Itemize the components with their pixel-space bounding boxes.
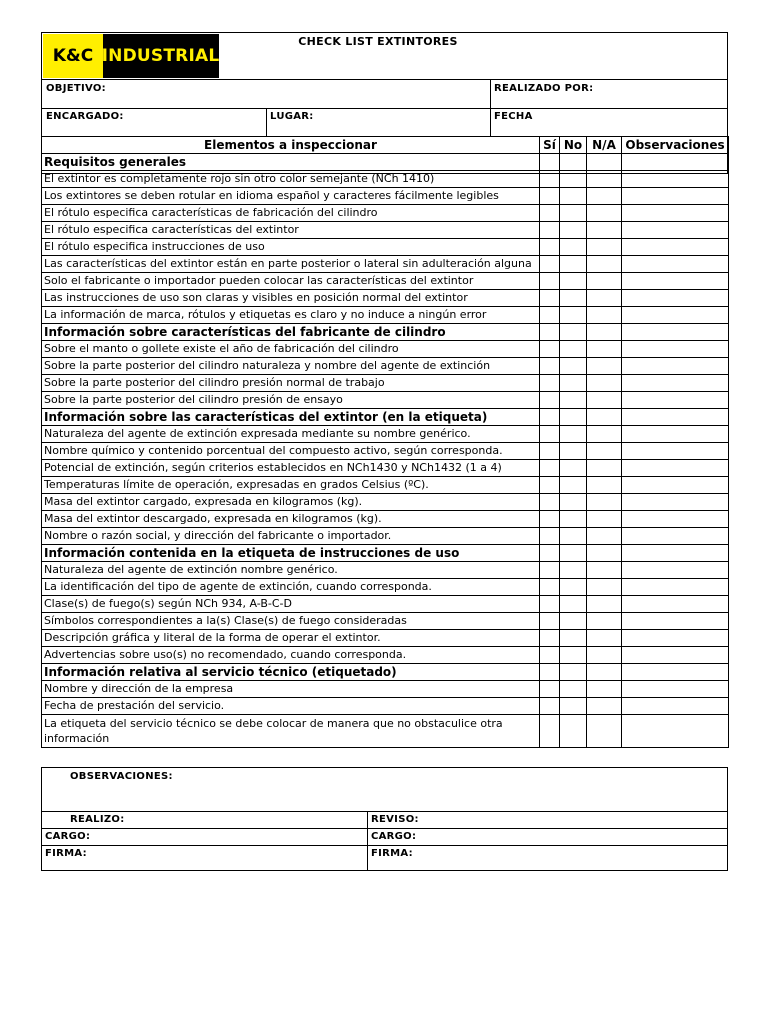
- inspection-item: Sobre la parte posterior del cilindro naturaleza y nombre del agente de extinción: [42, 358, 540, 375]
- na-cell[interactable]: [587, 358, 622, 375]
- observaciones-cell[interactable]: [622, 154, 729, 171]
- si-cell[interactable]: [540, 171, 560, 188]
- divider: [266, 108, 267, 137]
- divider: [42, 828, 727, 829]
- si-cell[interactable]: [540, 528, 560, 545]
- si-cell[interactable]: [540, 256, 560, 273]
- realizado-por-field[interactable]: REALIZADO POR:: [494, 83, 594, 94]
- na-cell[interactable]: [587, 171, 622, 188]
- si-cell[interactable]: [540, 562, 560, 579]
- no-cell[interactable]: [560, 222, 587, 239]
- na-cell[interactable]: [587, 307, 622, 324]
- si-cell[interactable]: [540, 290, 560, 307]
- section-heading: Requisitos generales: [42, 154, 540, 171]
- section-row: [42, 545, 729, 562]
- si-cell[interactable]: [540, 630, 560, 647]
- inspection-item: La identificación del tipo de agente de extinción, cuando corresponda.: [42, 579, 540, 596]
- inspection-item: Los extintores se deben rotular en idioma español y caracteres fácilmente legibles: [42, 188, 540, 205]
- no-cell[interactable]: [560, 256, 587, 273]
- inspection-item: Sobre el manto o gollete existe el año de fabricación del cilindro: [42, 341, 540, 358]
- table-row: [42, 681, 729, 698]
- table-row: [42, 222, 729, 239]
- lugar-field[interactable]: LUGAR:: [270, 111, 314, 122]
- na-cell[interactable]: [587, 188, 622, 205]
- objetivo-field[interactable]: OBJETIVO:: [46, 83, 106, 94]
- inspection-item: Solo el fabricante o importador pueden colocar las características del extintor: [42, 273, 540, 290]
- observaciones-cell[interactable]: [622, 460, 729, 477]
- observaciones-cell[interactable]: [622, 358, 729, 375]
- si-cell[interactable]: [540, 307, 560, 324]
- section-heading: Información sobre las características del extintor (en la etiqueta): [42, 409, 540, 426]
- table-row: [42, 375, 729, 392]
- no-cell[interactable]: [560, 460, 587, 477]
- table-row: [42, 477, 729, 494]
- table-header-row: [42, 137, 729, 154]
- inspection-item: Potencial de extinción, según criterios establecidos en NCh1430 y NCh1432 (1 a 4): [42, 460, 540, 477]
- divider: [42, 108, 727, 109]
- na-cell[interactable]: [587, 375, 622, 392]
- observaciones-cell[interactable]: [622, 375, 729, 392]
- si-cell[interactable]: [540, 613, 560, 630]
- inspection-item: Masa del extintor cargado, expresada en kilogramos (kg).: [42, 494, 540, 511]
- table-row: [42, 613, 729, 630]
- no-cell[interactable]: [560, 290, 587, 307]
- si-cell[interactable]: [540, 239, 560, 256]
- inspection-item: El rótulo especifica instrucciones de uso: [42, 239, 540, 256]
- observaciones-cell[interactable]: [622, 596, 729, 613]
- observaciones-cell[interactable]: [622, 511, 729, 528]
- section-row: [42, 664, 729, 681]
- signature-block: [41, 767, 728, 871]
- observaciones-cell[interactable]: [622, 647, 729, 664]
- firma-left-label[interactable]: FIRMA:: [45, 848, 87, 859]
- na-cell[interactable]: [587, 664, 622, 681]
- inspection-item: Temperaturas límite de operación, expresadas en grados Celsius (ºC).: [42, 477, 540, 494]
- na-cell[interactable]: [587, 205, 622, 222]
- inspection-item: Nombre o razón social, y dirección del fabricante o importador.: [42, 528, 540, 545]
- table-row: [42, 341, 729, 358]
- si-cell[interactable]: [540, 358, 560, 375]
- inspection-item: Las características del extintor están en parte posterior o lateral sin adulteración alguna: [42, 256, 540, 273]
- observaciones-cell[interactable]: [622, 188, 729, 205]
- na-cell[interactable]: [587, 290, 622, 307]
- na-cell[interactable]: [587, 256, 622, 273]
- si-cell[interactable]: [540, 647, 560, 664]
- table-row: [42, 494, 729, 511]
- table-row: [42, 239, 729, 256]
- section-heading: Información sobre características del fabricante de cilindro: [42, 324, 540, 341]
- table-row: [42, 579, 729, 596]
- observaciones-cell[interactable]: [622, 562, 729, 579]
- encargado-field[interactable]: ENCARGADO:: [46, 111, 124, 122]
- na-cell[interactable]: [587, 562, 622, 579]
- si-cell[interactable]: [540, 205, 560, 222]
- header-observaciones: Observaciones: [622, 137, 729, 154]
- inspection-table: [41, 136, 729, 748]
- inspection-item: Descripción gráfica y literal de la forma de operar el extintor.: [42, 630, 540, 647]
- no-cell[interactable]: [560, 341, 587, 358]
- table-row: [42, 392, 729, 409]
- no-cell[interactable]: [560, 358, 587, 375]
- inspection-item: El extintor es completamente rojo sin otro color semejante (NCh 1410): [42, 171, 540, 188]
- no-cell[interactable]: [560, 698, 587, 715]
- observaciones-cell[interactable]: [622, 205, 729, 222]
- observaciones-cell[interactable]: [622, 613, 729, 630]
- table-row: [42, 443, 729, 460]
- fecha-field[interactable]: FECHA: [494, 111, 533, 122]
- observaciones-cell[interactable]: [622, 256, 729, 273]
- document-title: CHECK LIST EXTINTORES: [298, 35, 458, 48]
- si-cell[interactable]: [540, 409, 560, 426]
- table-row: [42, 426, 729, 443]
- observaciones-cell[interactable]: [622, 579, 729, 596]
- na-cell[interactable]: [587, 341, 622, 358]
- inspection-item: Clase(s) de fuego(s) según NCh 934, A-B-C-D: [42, 596, 540, 613]
- observaciones-cell[interactable]: [622, 545, 729, 562]
- no-cell[interactable]: [560, 409, 587, 426]
- no-cell[interactable]: [560, 392, 587, 409]
- inspection-item: Símbolos correspondientes a la(s) Clase(s) de fuego consideradas: [42, 613, 540, 630]
- table-row: [42, 256, 729, 273]
- na-cell[interactable]: [587, 239, 622, 256]
- no-cell[interactable]: [560, 715, 587, 748]
- na-cell[interactable]: [587, 715, 622, 748]
- firma-right-label[interactable]: FIRMA:: [371, 848, 413, 859]
- observaciones-cell[interactable]: [622, 222, 729, 239]
- inspection-item: Masa del extintor descargado, expresada en kilogramos (kg).: [42, 511, 540, 528]
- observaciones-cell[interactable]: [622, 324, 729, 341]
- no-cell[interactable]: [560, 528, 587, 545]
- observaciones-cell[interactable]: [622, 171, 729, 188]
- no-cell[interactable]: [560, 375, 587, 392]
- na-cell[interactable]: [587, 494, 622, 511]
- no-cell[interactable]: [560, 443, 587, 460]
- no-cell[interactable]: [560, 681, 587, 698]
- si-cell[interactable]: [540, 375, 560, 392]
- table-row: [42, 562, 729, 579]
- divider: [367, 811, 368, 871]
- si-cell[interactable]: [540, 545, 560, 562]
- no-cell[interactable]: [560, 273, 587, 290]
- inspection-item: La información de marca, rótulos y etiquetas es claro y no induce a ningún error: [42, 307, 540, 324]
- observaciones-cell[interactable]: [622, 494, 729, 511]
- divider: [490, 79, 491, 137]
- reviso-label[interactable]: REVISO:: [371, 814, 419, 825]
- table-row: [42, 596, 729, 613]
- table-row: [42, 715, 729, 748]
- si-cell[interactable]: [540, 715, 560, 748]
- na-cell[interactable]: [587, 698, 622, 715]
- observaciones-cell[interactable]: [622, 664, 729, 681]
- observaciones-cell[interactable]: [622, 426, 729, 443]
- si-cell[interactable]: [540, 324, 560, 341]
- header-elementos: Elementos a inspeccionar: [42, 137, 540, 154]
- no-cell[interactable]: [560, 545, 587, 562]
- no-cell[interactable]: [560, 511, 587, 528]
- section-heading: Información contenida en la etiqueta de instrucciones de uso: [42, 545, 540, 562]
- si-cell[interactable]: [540, 341, 560, 358]
- si-cell[interactable]: [540, 460, 560, 477]
- inspection-item: Nombre químico y contenido porcentual del compuesto activo, según corresponda.: [42, 443, 540, 460]
- inspection-item: Fecha de prestación del servicio.: [42, 698, 540, 715]
- inspection-item: Sobre la parte posterior del cilindro presión de ensayo: [42, 392, 540, 409]
- observaciones-cell[interactable]: [622, 273, 729, 290]
- no-cell[interactable]: [560, 426, 587, 443]
- table-row: [42, 511, 729, 528]
- table-row: [42, 647, 729, 664]
- logo-industrial: INDUSTRIAL: [103, 34, 218, 78]
- si-cell[interactable]: [540, 477, 560, 494]
- table-row: [42, 528, 729, 545]
- table-row: [42, 358, 729, 375]
- cargo-left-label[interactable]: CARGO:: [45, 831, 91, 842]
- table-row: [42, 205, 729, 222]
- observaciones-cell[interactable]: [622, 528, 729, 545]
- inspection-item: Advertencias sobre uso(s) no recomendado, cuando corresponda.: [42, 647, 540, 664]
- no-cell[interactable]: [560, 494, 587, 511]
- na-cell[interactable]: [587, 613, 622, 630]
- observaciones-cell[interactable]: [622, 341, 729, 358]
- divider: [42, 811, 727, 812]
- na-cell[interactable]: [587, 511, 622, 528]
- observaciones-label: OBSERVACIONES:: [70, 771, 173, 782]
- observaciones-cell[interactable]: [622, 681, 729, 698]
- section-heading: Información relativa al servicio técnico (etiquetado): [42, 664, 540, 681]
- si-cell[interactable]: [540, 681, 560, 698]
- section-row: [42, 409, 729, 426]
- observaciones-cell[interactable]: [622, 392, 729, 409]
- no-cell[interactable]: [560, 647, 587, 664]
- si-cell[interactable]: [540, 511, 560, 528]
- na-cell[interactable]: [587, 545, 622, 562]
- observaciones-cell[interactable]: [622, 290, 729, 307]
- na-cell[interactable]: [587, 154, 622, 171]
- si-cell[interactable]: [540, 596, 560, 613]
- observaciones-cell[interactable]: [622, 630, 729, 647]
- inspection-item: El rótulo especifica características del extintor: [42, 222, 540, 239]
- no-cell[interactable]: [560, 562, 587, 579]
- no-cell[interactable]: [560, 579, 587, 596]
- na-cell[interactable]: [587, 426, 622, 443]
- inspection-item: Naturaleza del agente de extinción nombre genérico.: [42, 562, 540, 579]
- no-cell[interactable]: [560, 613, 587, 630]
- na-cell[interactable]: [587, 409, 622, 426]
- table-row: [42, 307, 729, 324]
- inspection-item: El rótulo especifica características de fabricación del cilindro: [42, 205, 540, 222]
- si-cell[interactable]: [540, 188, 560, 205]
- observaciones-cell[interactable]: [622, 698, 729, 715]
- na-cell[interactable]: [587, 647, 622, 664]
- table-row: [42, 698, 729, 715]
- na-cell[interactable]: [587, 443, 622, 460]
- si-cell[interactable]: [540, 698, 560, 715]
- observaciones-cell[interactable]: [622, 307, 729, 324]
- inspection-item: La etiqueta del servicio técnico se debe colocar de manera que no obstaculice otra información: [42, 715, 540, 748]
- na-cell[interactable]: [587, 460, 622, 477]
- inspection-item: Naturaleza del agente de extinción expresada mediante su nombre genérico.: [42, 426, 540, 443]
- table-row: [42, 290, 729, 307]
- na-cell[interactable]: [587, 528, 622, 545]
- header-no: No: [560, 137, 587, 154]
- no-cell[interactable]: [560, 307, 587, 324]
- no-cell[interactable]: [560, 239, 587, 256]
- table-row: [42, 188, 729, 205]
- header-si: Sí: [540, 137, 560, 154]
- no-cell[interactable]: [560, 205, 587, 222]
- inspection-item: Sobre la parte posterior del cilindro presión normal de trabajo: [42, 375, 540, 392]
- table-row: [42, 460, 729, 477]
- na-cell[interactable]: [587, 222, 622, 239]
- si-cell[interactable]: [540, 392, 560, 409]
- si-cell[interactable]: [540, 494, 560, 511]
- inspection-item: Las instrucciones de uso son claras y visibles en posición normal del extintor: [42, 290, 540, 307]
- na-cell[interactable]: [587, 477, 622, 494]
- no-cell[interactable]: [560, 630, 587, 647]
- header-na: N/A: [587, 137, 622, 154]
- no-cell[interactable]: [560, 477, 587, 494]
- si-cell[interactable]: [540, 664, 560, 681]
- section-row: [42, 324, 729, 341]
- divider: [42, 79, 727, 80]
- company-logo: [43, 34, 219, 78]
- inspection-item: Nombre y dirección de la empresa: [42, 681, 540, 698]
- si-cell[interactable]: [540, 579, 560, 596]
- no-cell[interactable]: [560, 154, 587, 171]
- divider: [42, 845, 727, 846]
- si-cell[interactable]: [540, 273, 560, 290]
- na-cell[interactable]: [587, 596, 622, 613]
- si-cell[interactable]: [540, 222, 560, 239]
- cargo-right-label[interactable]: CARGO:: [371, 831, 417, 842]
- no-cell[interactable]: [560, 324, 587, 341]
- no-cell[interactable]: [560, 188, 587, 205]
- table-row: [42, 171, 729, 188]
- observaciones-cell[interactable]: [622, 409, 729, 426]
- table-row: [42, 630, 729, 647]
- no-cell[interactable]: [560, 596, 587, 613]
- si-cell[interactable]: [540, 426, 560, 443]
- na-cell[interactable]: [587, 681, 622, 698]
- observaciones-cell[interactable]: [622, 443, 729, 460]
- table-row: [42, 273, 729, 290]
- observaciones-cell[interactable]: [622, 477, 729, 494]
- section-row: [42, 154, 729, 171]
- logo-kc: K&C: [52, 46, 94, 66]
- na-cell[interactable]: [587, 392, 622, 409]
- na-cell[interactable]: [587, 273, 622, 290]
- realizo-label[interactable]: REALIZO:: [70, 814, 125, 825]
- na-cell[interactable]: [587, 579, 622, 596]
- si-cell[interactable]: [540, 154, 560, 171]
- na-cell[interactable]: [587, 324, 622, 341]
- observaciones-cell[interactable]: [622, 239, 729, 256]
- na-cell[interactable]: [587, 630, 622, 647]
- no-cell[interactable]: [560, 171, 587, 188]
- no-cell[interactable]: [560, 664, 587, 681]
- si-cell[interactable]: [540, 443, 560, 460]
- observaciones-cell[interactable]: [622, 715, 729, 748]
